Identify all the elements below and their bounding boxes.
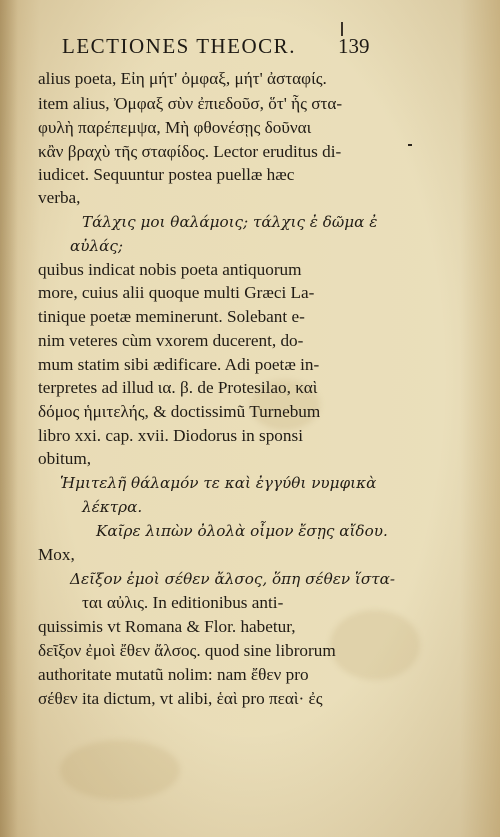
text-line: quibus indicat nobis poeta antiquorum [38,260,302,279]
text-line: iudicet. Sequuntur postea puellæ hæc [38,165,295,184]
text-line: Mox, [38,545,75,564]
text-line: φυλὴ παρέπεμψα, Μὴ φθονέσῃς δοῦναι [38,118,312,137]
page-edge-shadow [0,0,18,837]
text-line: verba, [38,188,81,207]
text-line: δόμος ἡμιτελής, & doctissimũ Turnebum [38,402,321,421]
text-line: mum statim sibi ædificare. Adi poetæ in- [38,355,320,374]
text-line: δεῖξον ἐμοὶ ἔθεν ἄλσος. quod sine librorum [38,641,336,660]
text-line: quissimis vt Romana & Flor. habetur, [38,617,296,636]
text-line: terpretes ad illud ια. β. de Protesilao, καὶ [38,378,318,397]
text-line: κἂν βραχὺ τῆς σταφίδος. Lector eruditus di- [38,142,342,161]
paper-stain [60,740,180,800]
greek-verse-line: Τάλχις μοι θαλάμοις; τάλχις ἐ δῶμα ἐ [82,213,378,231]
text-line: more, cuius alii quoque multi Græci La- [38,283,315,302]
text-line: alius poeta, Εἰη μήτ' ὀμφαξ, μήτ' ἀσταφίς. [38,69,327,88]
text-line: ται αὐλις. In editionibus anti- [82,593,284,612]
greek-verse-line: Καῖρε λιπὼν ὀλολὰ οἶμον ἔσῃς αἴδου. [96,522,388,540]
greek-verse-line: λέκτρα. [82,498,143,516]
text-line: obitum, [38,449,91,468]
text-line: nim veteres cùm vxorem ducerent, do- [38,331,304,350]
greek-verse-line: Δεῖξον ἐμοὶ σέθεν ἄλσος, ὅπη σέθεν ἵστα- [70,570,396,588]
text-line: σέθεν ita dictum, vt alibi, ἑαὶ pro πεαὶ· ἐς [38,689,323,708]
text-line: tinique poetæ meminerunt. Solebant e- [38,307,305,326]
greek-verse-line: Ἡμιτελῆ θάλαμόν τε καὶ ἐγγύθι νυμφικὰ [60,474,377,492]
text-line: authoritate mutatũ nolim: nam ἔθεν pro [38,665,309,684]
running-title: LECTIONES THEOCR. [62,34,296,58]
greek-verse-line: αὐλάς; [70,237,123,255]
margin-mark [408,144,412,146]
text-line: item alius, Ὀμφαξ σὺν ἐπιεδοῦσ, ὅτ' ἧς στα- [38,94,343,113]
text-line: libro xxi. cap. xvii. Diodorus in sponsi [38,426,303,445]
page-number: 139 [338,34,370,58]
